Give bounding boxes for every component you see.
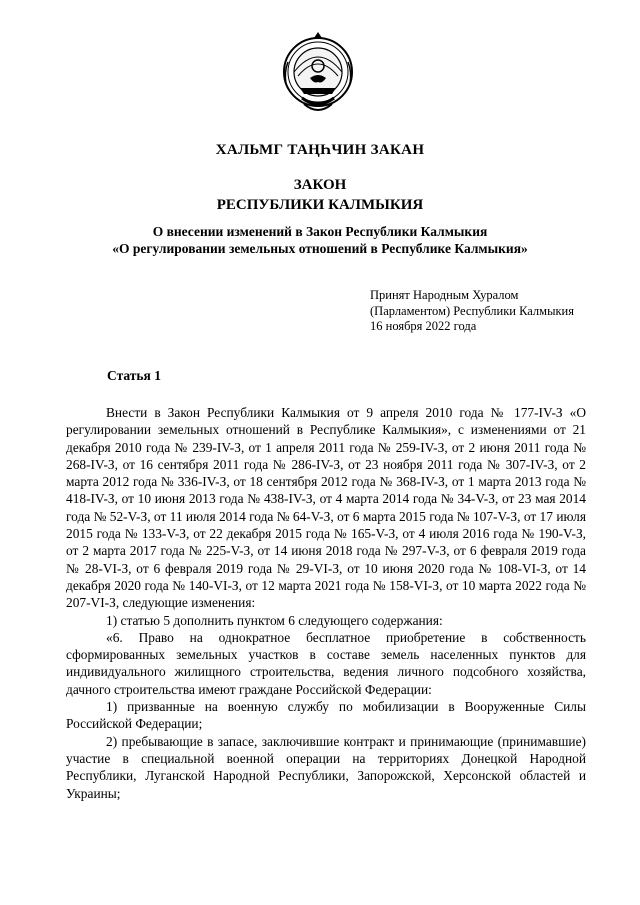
- paragraph-intro: Внести в Закон Республики Калмыкия от 9 апреля 2010 года № 177-IV-З «О регулировании земельных отношений в Республике Калмыкия», с изменениями от 21 декабря 2010 года № 239-IV-З, от 1 апреля 2011 года № 259-IV-З, от 2 июня 2011 года № 268-IV-З, от 16 сентября 2011 года № 286-IV-З, от 23 ноября 2011 года № 307-IV-З, от 2 марта 2012 года № 336-IV-З, от 18 сентября 2012 года № 368-IV-З, от 1 марта 2013 года № 418-IV-З, от 10 июня 2013 года № 438-IV-З, от 4 марта 2014 года № 34-V-З, от 23 мая 2014 года № 52-V-З, от 11 июля 2014 года № 64-V-З, от 6 марта 2015 года № 107-V-З, от 17 июля 2015 года № 133-V-З, от 22 декабря 2015 года № 165-V-З, от 4 июля 2016 года № 190-V-З, от 2 марта 2017 года № 225-V-З, от 14 июня 2018 года № 297-V-З, от 6 февраля 2019 года № 28-VI-З, от 6 февраля 2019 года № 29-VI-З, от 10 июня 2020 года № 108-VI-З, от 14 декабря 2020 года № 140-VI-З, от 12 марта 2021 года № 158-VI-З, от 10 марта 2022 года № 207-VI-З, следующие изменения:: [66, 405, 586, 611]
- paragraph-sub-1: 1) призванные на военную службу по мобилизации в Вооруженные Силы Российской Федерации;: [66, 699, 586, 732]
- adoption-line2: (Парламентом) Республики Калмыкия: [370, 303, 574, 318]
- article-title: Статья 1: [107, 368, 161, 383]
- law-subtitle-line2: «О регулировании земельных отношений в Республике Калмыкия»: [112, 241, 528, 256]
- law-heading: ЗАКОН: [293, 177, 347, 193]
- law-subtitle-line1: О внесении изменений в Закон Республики Калмыкия: [152, 224, 488, 239]
- paragraph-item-1: 1) статью 5 дополнить пунктом 6 следующего содержания:: [106, 612, 443, 628]
- adoption-date: 16 ноября 2022 года: [370, 319, 477, 333]
- article-body: [66, 404, 586, 802]
- paragraph-quote: «6. Право на однократное бесплатное приобретение в собственность сформированных земельных участков в составе земель населенных пунктов для индивидуального жилищного строительства, ведения личного подсобного хозяйства, дачного строительства имеют граждане Российской Федерации:: [66, 629, 586, 697]
- kalmykia-coat-of-arms-emblem: [280, 32, 356, 122]
- republic-heading: РЕСПУБЛИКИ КАЛМЫКИЯ: [216, 197, 424, 213]
- adoption-note: [370, 288, 574, 335]
- kalmyk-law-title: ХАЛЬМГ ТАҢҺЧИН ЗАКАН: [215, 142, 425, 158]
- adoption-line1: Принят Народным Хуралом: [370, 288, 519, 302]
- paragraph-sub-2: 2) пребывающие в запасе, заключившие контракт и принимающие (принимавшие) участие в специальной военной операции на территориях Донецкой Народной Республики, Луганской Народной Республики, Запорожской, Херсонской областей и Украины;: [66, 733, 586, 801]
